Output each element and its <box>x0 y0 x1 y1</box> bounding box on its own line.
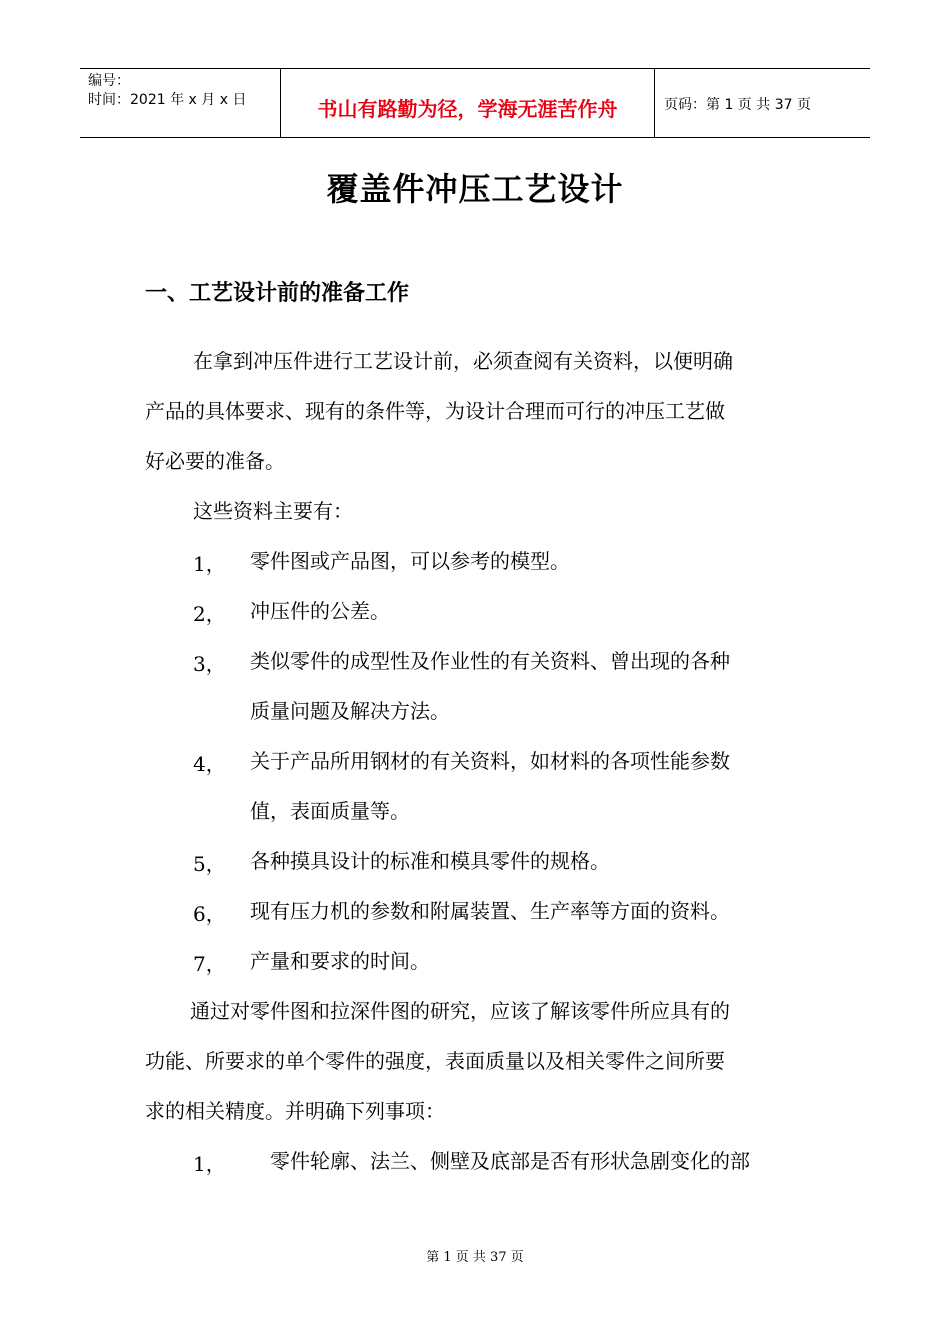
paragraph-line: 求的相关精度。并明确下列事项： <box>145 1099 445 1123</box>
section-heading: 一、工艺设计前的准备工作 <box>145 281 410 306</box>
time-label: 时间：2021 年 x 月 x 日 <box>88 92 247 108</box>
list-number: 3， <box>193 652 226 676</box>
list-item-text: 冲压件的公差。 <box>250 599 390 623</box>
list-item-text: 零件图或产品图，可以参考的模型。 <box>250 549 570 573</box>
header-meta-cell <box>80 69 280 137</box>
list-item-text: 值，表面质量等。 <box>250 799 410 823</box>
list-number: 7， <box>193 952 226 976</box>
list-item-text: 现有压力机的参数和附属装置、生产率等方面的资料。 <box>250 899 730 923</box>
paragraph-line: 好必要的准备。 <box>145 449 285 473</box>
list-number: 1， <box>193 1152 226 1176</box>
paragraph-line: 功能、所要求的单个零件的强度，表面质量以及相关零件之间所要 <box>145 1049 725 1073</box>
paragraph-line: 在拿到冲压件进行工艺设计前，必须查阅有关资料，以便明确 <box>193 349 733 373</box>
code-label: 编号： <box>88 73 130 89</box>
list-number: 1， <box>193 552 226 576</box>
list-number: 6， <box>193 902 226 926</box>
header-page-cell <box>654 69 870 137</box>
list-item-text: 零件轮廓、法兰、侧壁及底部是否有形状急剧变化的部 <box>270 1149 750 1173</box>
paragraph-line: 产品的具体要求、现有的条件等，为设计合理而可行的冲压工艺做 <box>145 399 725 423</box>
list-item-text: 类似零件的成型性及作业性的有关资料、曾出现的各种 <box>250 649 730 673</box>
list-number: 2， <box>193 602 226 626</box>
list-item-text: 关于产品所用钢材的有关资料，如材料的各项性能参数 <box>250 749 730 773</box>
list-number: 5， <box>193 852 226 876</box>
list-item-text: 质量问题及解决方法。 <box>250 699 450 723</box>
document-title: 覆盖件冲压工艺设计 <box>326 170 624 208</box>
page-footer: 第 1 页 共 37 页 <box>426 1250 524 1265</box>
header-table <box>80 68 870 138</box>
paragraph-line: 这些资料主要有： <box>193 499 353 523</box>
motto: 书山有路勤为径，学海无涯苦作舟 <box>317 97 618 121</box>
list-number: 4， <box>193 752 226 776</box>
header-motto-cell <box>280 69 655 137</box>
list-item-text: 各种摸具设计的标准和模具零件的规格。 <box>250 849 610 873</box>
list-item-text: 产量和要求的时间。 <box>250 949 430 973</box>
paragraph-line: 通过对零件图和拉深件图的研究，应该了解该零件所应具有的 <box>190 999 730 1023</box>
page-label: 页码：第 1 页 共 37 页 <box>664 97 811 113</box>
